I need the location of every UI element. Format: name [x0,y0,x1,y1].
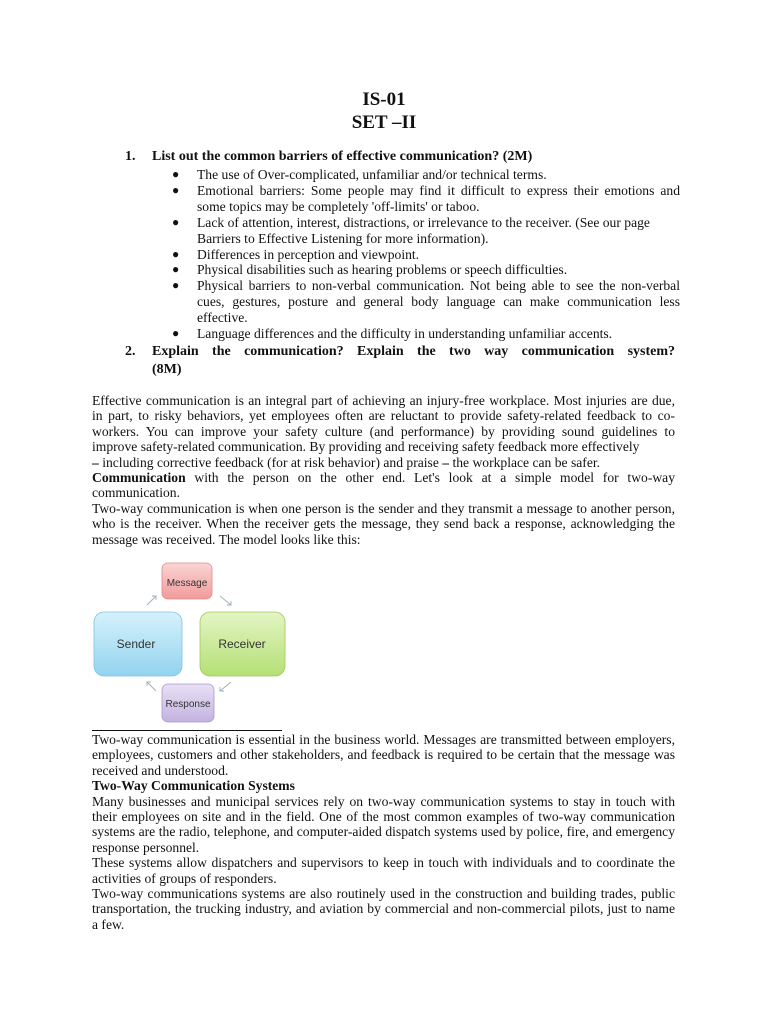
list-item: ● Physical disabilities such as hearing problems or speech difficulties. [172,262,568,278]
question-2-marks: (8M) [152,362,182,377]
arrow-icon [147,596,156,605]
list-item: ● Differences in perception and viewpoint. [172,246,420,262]
arrow-icon [220,682,231,691]
doc-set: SET –II [351,112,417,133]
paragraph: Two-way communication is when one person is the sender and they transmit a message to another person, who is the receiver. When the receiver gets the message, they send back a response, acknowledging the message was received. The model looks like this: [92,500,675,547]
arrow-icon [147,682,156,691]
doc-code: IS-01 [362,89,406,110]
paragraph: These systems allow dispatchers and supervisors to keep in touch with individuals and to coordinate the activities of groups of responders. [92,855,675,886]
question-1-text: List out the common barriers of effective communication? (2M) [152,149,533,164]
bullet-icon: ● [172,167,180,181]
bullet-icon: ● [172,326,180,341]
communication-term: Communication [92,470,186,486]
section-communication [92,393,675,547]
section-two-way [92,732,675,932]
section-heading: Two-Way Communication Systems [92,778,295,794]
divider [92,730,282,731]
two-way-communication-diagram [92,560,292,730]
paragraph: Two-way communication is essential in the business world. Messages are transmitted between employers, employees, customers and other stakeholders, and feedback is required to be certain that the message was received and understood. [92,732,675,778]
bullet-icon: ● [172,214,180,229]
svg-text:Receiver: Receiver [218,637,266,651]
paragraph: Effective communication is an integral part of achieving an injury-free workplace. Most injuries are due, in part, to risky behaviors, yet employees often are reluctant to provide safety-related feedback to co-workers. You can improve your safety culture (and performance) by providing sound guidelines to improve safety-related communication. By providing and receiving safety feedback more effectively – including corrective feedback (for at risk behavior) and praise – the workplace can be safer. [92,393,675,470]
list-item: ● Lack of attention, interest, distractions, or irrelevance to the receiver. (See our page Barriers to Effective Listening for more information). [172,214,650,246]
question-1-number: 1. [125,149,136,164]
paragraph: Communication with the person on the other end. Let's look at a simple model for two-way communication. [92,470,675,501]
paragraph: Two-way communications systems are also routinely used in the construction and building trades, public transportation, the trucking industry, and aviation by commercial and non-commercial pilots, just to name a few. [92,886,675,932]
bullet-icon: ● [172,278,180,293]
question-2-number: 2. [125,344,136,359]
question-2-text: Explain the communication? Explain the two way communication system? [152,344,675,359]
question-2 [125,344,675,378]
bullet-icon: ● [172,182,180,197]
barriers-list [172,167,680,342]
paragraph: Many businesses and municipal services rely on two-way communication systems to stay in touch with their employees on site and in the field. One of the most common examples of two-way communication systems are the radio, telephone, and computer-aided dispatch systems used by police, fire, and emergency response personnel. [92,793,675,855]
svg-text:Response: Response [165,699,211,710]
list-item: ● Emotional barriers: Some people may find it difficult to express their emotions and some topics may be completely 'off-limits' or taboo. [172,182,680,214]
bullet-icon: ● [172,262,180,277]
response-box [162,684,214,722]
svg-text:Sender: Sender [116,637,156,651]
list-item: ● The use of Over-complicated, unfamiliar and/or technical terms. [172,167,547,182]
receiver-box [200,612,285,676]
bullet-icon: ● [172,246,180,261]
arrow-icon [220,596,231,605]
sender-box [94,612,182,676]
list-item: ● Physical barriers to non-verbal communication. Not being able to see the non-verbal cues, gestures, posture and general body language can make communication less effective. [172,278,680,326]
message-box [162,563,212,599]
list-item: ● Language differences and the difficulty in understanding unfamiliar accents. [172,326,613,342]
question-1 [125,149,532,165]
svg-text:Message: Message [166,578,208,589]
